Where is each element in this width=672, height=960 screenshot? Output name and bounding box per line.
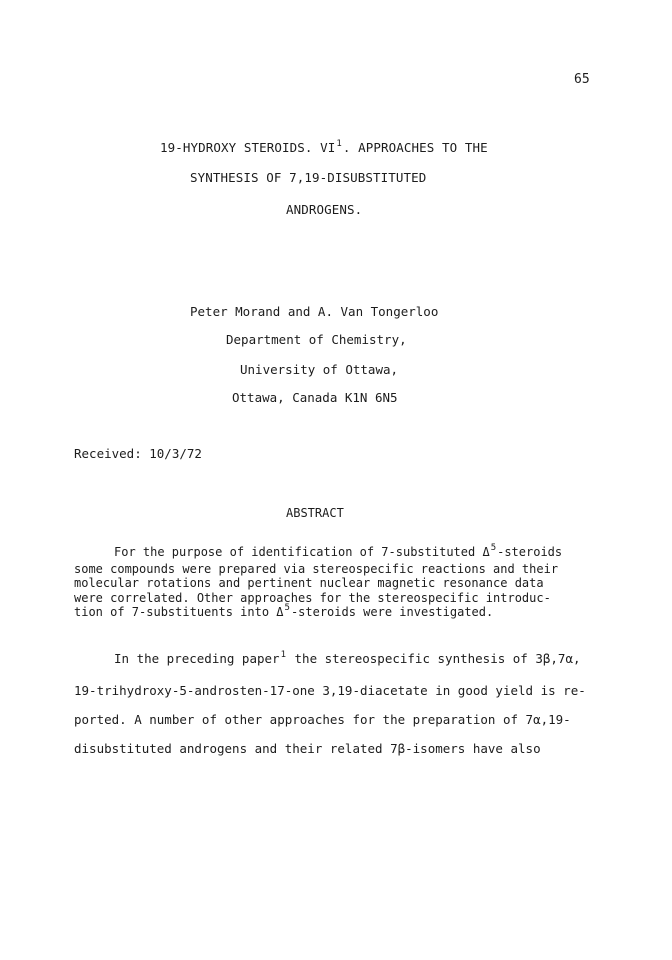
author-university: University of Ottawa, — [240, 362, 399, 377]
body-line-4: disubstituted androgens and their related 7β-isomers have also — [74, 741, 541, 756]
abstract-text: -steroids — [497, 545, 563, 559]
abstract-line-3: molecular rotations and pertinent nuclear magnetic resonance data — [74, 576, 544, 590]
title-line-2: SYNTHESIS OF 7,19-DISUBSTITUTED — [190, 170, 427, 185]
abstract-text: tion of 7-substituents into Δ — [74, 605, 284, 619]
abstract-body — [74, 545, 594, 622]
reference-superscript: 1 — [280, 650, 286, 660]
body-line-2: 19-trihydroxy-5-androsten-17-one 3,19-diacetate in good yield is re- — [74, 683, 586, 698]
abstract-line-2: some compounds were prepared via stereospecific reactions and their — [74, 561, 559, 576]
body-paragraph — [74, 644, 614, 763]
body-line-3: ported. A number of other approaches for the preparation of 7α,19- — [74, 712, 571, 727]
delta-superscript: 5 — [284, 603, 290, 613]
abstract-line-5 — [74, 605, 594, 622]
abstract-heading: ABSTRACT — [286, 506, 344, 520]
title-reference-superscript: 1 — [336, 139, 342, 149]
title-line-3: ANDROGENS. — [286, 202, 363, 217]
abstract-line-1 — [74, 545, 594, 562]
body-text: the stereospecific synthesis of 3β,7α, — [287, 651, 581, 666]
title-line-1 — [160, 140, 488, 155]
abstract-text: -steroids were investigated. — [290, 605, 494, 619]
author-department: Department of Chemistry, — [226, 332, 407, 347]
delta-superscript: 5 — [490, 543, 497, 553]
abstract-line-4: were correlated. Other approaches for the stereospecific introduc- — [74, 590, 551, 605]
page-number: 65 — [574, 72, 590, 87]
author-location: Ottawa, Canada K1N 6N5 — [232, 390, 398, 405]
title-text: 19-HYDROXY STEROIDS. VI — [160, 140, 336, 155]
abstract-text: For the purpose of identification of 7-substituted Δ — [114, 545, 490, 559]
title-text-continued: . APPROACHES TO THE — [342, 140, 488, 155]
body-text: In the preceding paper — [114, 651, 280, 666]
received-date: Received: 10/3/72 — [74, 446, 202, 461]
author-names: Peter Morand and A. Van Tongerloo — [190, 304, 439, 319]
body-line-1 — [74, 644, 614, 676]
